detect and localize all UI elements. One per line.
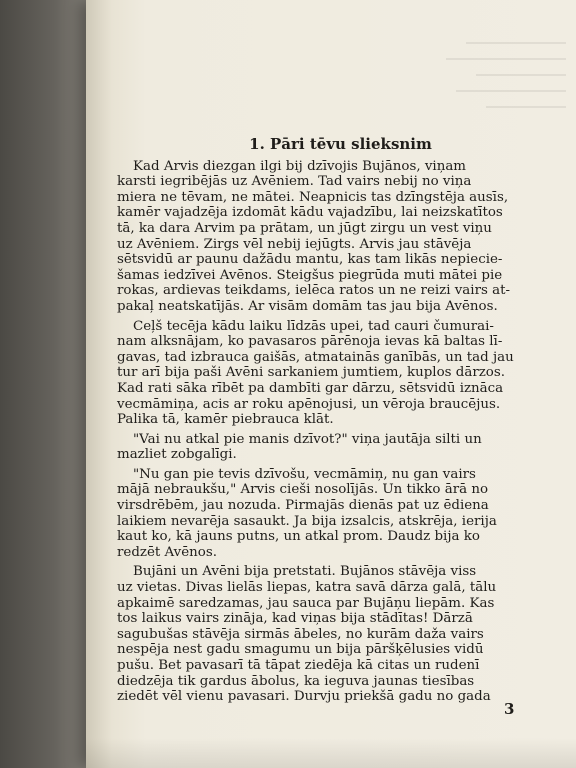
text-line: Bujāni un Avēni bija pretstati. Bujānos stāvēja viss (133, 564, 477, 580)
paragraph (117, 159, 524, 315)
page-number: 3 (504, 700, 515, 718)
text-line: Kad rati sāka rībēt pa dambīti gar dārzu, sētsvidū iznāca (117, 380, 504, 396)
text-line: kamēr vajadzēja izdomāt kādu vajadzību, lai neizskatītos (117, 205, 503, 221)
chapter-title: 1. Pāri tēvu slieksnim (249, 135, 432, 153)
page-bottom-shade (86, 738, 576, 768)
paragraph (117, 432, 524, 463)
text-line: Kad Arvis diezgan ilgi bij dzīvojis Bujānos, viņam (133, 158, 466, 174)
text-line: sētsvidū ar paunu dažādu mantu, kas tam likās nepiecie- (117, 252, 503, 268)
text-line: pušu. Bet pavasarī tā tāpat ziedēja kā citas un rudenī (117, 658, 480, 673)
text-line: Palika tā, kamēr piebrauca klāt. (117, 412, 334, 428)
text-line: miera ne tēvam, ne mātei. Neapnicis tas dzīngstēja ausīs, (117, 189, 509, 205)
text-line: tā, ka dara Arvim pa prātam, un jūgt zirgu un vest viņu (117, 220, 492, 236)
text-line: apkaimē saredzamas, jau sauca par Bujāņu liepām. Kas (117, 595, 495, 611)
text-line: "Vai nu atkal pie manis dzīvot?" viņa jautāja silti un (133, 431, 482, 447)
text-line: mazliet zobgalīgi. (117, 447, 237, 463)
paragraph (117, 564, 524, 704)
book-page (86, 0, 576, 768)
text-line: nam alksnājam, ko pavasaros pārēnoja ievas kā baltas lī- (117, 334, 503, 350)
text-line: laikiem nevarēja sasaukt. Ja bija izsalcis, atskrēja, ierija (117, 513, 497, 529)
text-line: mājā nebraukšu," Arvis cieši nosolījās. Un tikko ārā no (117, 482, 489, 498)
text-line: nespēja nest gadu smagumu un bija pāršķēlusies vidū (117, 642, 484, 658)
text-line: sagubušas stāvēja sirmās ābeles, no kurām daža vairs (117, 626, 484, 642)
paragraph (117, 467, 524, 561)
text-line: "Nu gan pie tevis dzīvošu, vecmāmiņ, nu gan vairs (133, 466, 476, 482)
paragraph (117, 319, 524, 428)
text-line: Ceļš tecēja kādu laiku līdzās upei, tad cauri čumurai- (133, 318, 494, 334)
text-line: gavas, tad izbrauca gaišās, atmatainās ganībās, un tad jau (117, 349, 514, 365)
text-line: rokas, ardievas teikdams, ielēca ratos un ne reizi vairs at- (117, 283, 510, 299)
text-line: tur arī bija paši Avēni sarkaniem jumtiem, kuplos dārzos. (117, 365, 505, 381)
facing-page-shadow (0, 0, 100, 768)
text-line: virsdrēbēm, jau nozuda. Pirmajās dienās pat uz ēdiena (117, 498, 489, 514)
text-line: redzēt Avēnos. (117, 544, 217, 560)
text-line: šamas iedzīvei Avēnos. Steigšus piegrūda muti mātei pie (117, 267, 503, 283)
text-line: vecmāmiņa, acis ar roku apēnojusi, un vēroja braucējus. (117, 396, 501, 412)
page-text (117, 137, 524, 709)
text-line: diedzēja tik gardus ābolus, ka ieguva jaunas tiesības (117, 673, 475, 689)
text-line: pakaļ neatskatījās. Ar visām domām tas jau bija Avēnos. (117, 298, 498, 314)
text-line: karsti iegribējās uz Avēniem. Tad vairs nebij no viņa (117, 174, 472, 190)
text-line: uz vietas. Divas lielās liepas, katra savā dārza galā, tālu (117, 580, 497, 596)
text-line: ziedēt vēl vienu pavasari. Durvju priekšā gadu no gada (117, 689, 491, 705)
text-line: uz Avēniem. Zirgs vēl nebij iejūgts. Arvis jau stāvēja (117, 236, 472, 252)
text-line: tos laikus vairs zināja, kad viņas bija stādītas! Dārzā (117, 611, 473, 627)
text-line: kaut ko, kā jauns putns, un atkal prom. Daudz bija ko (117, 529, 480, 545)
